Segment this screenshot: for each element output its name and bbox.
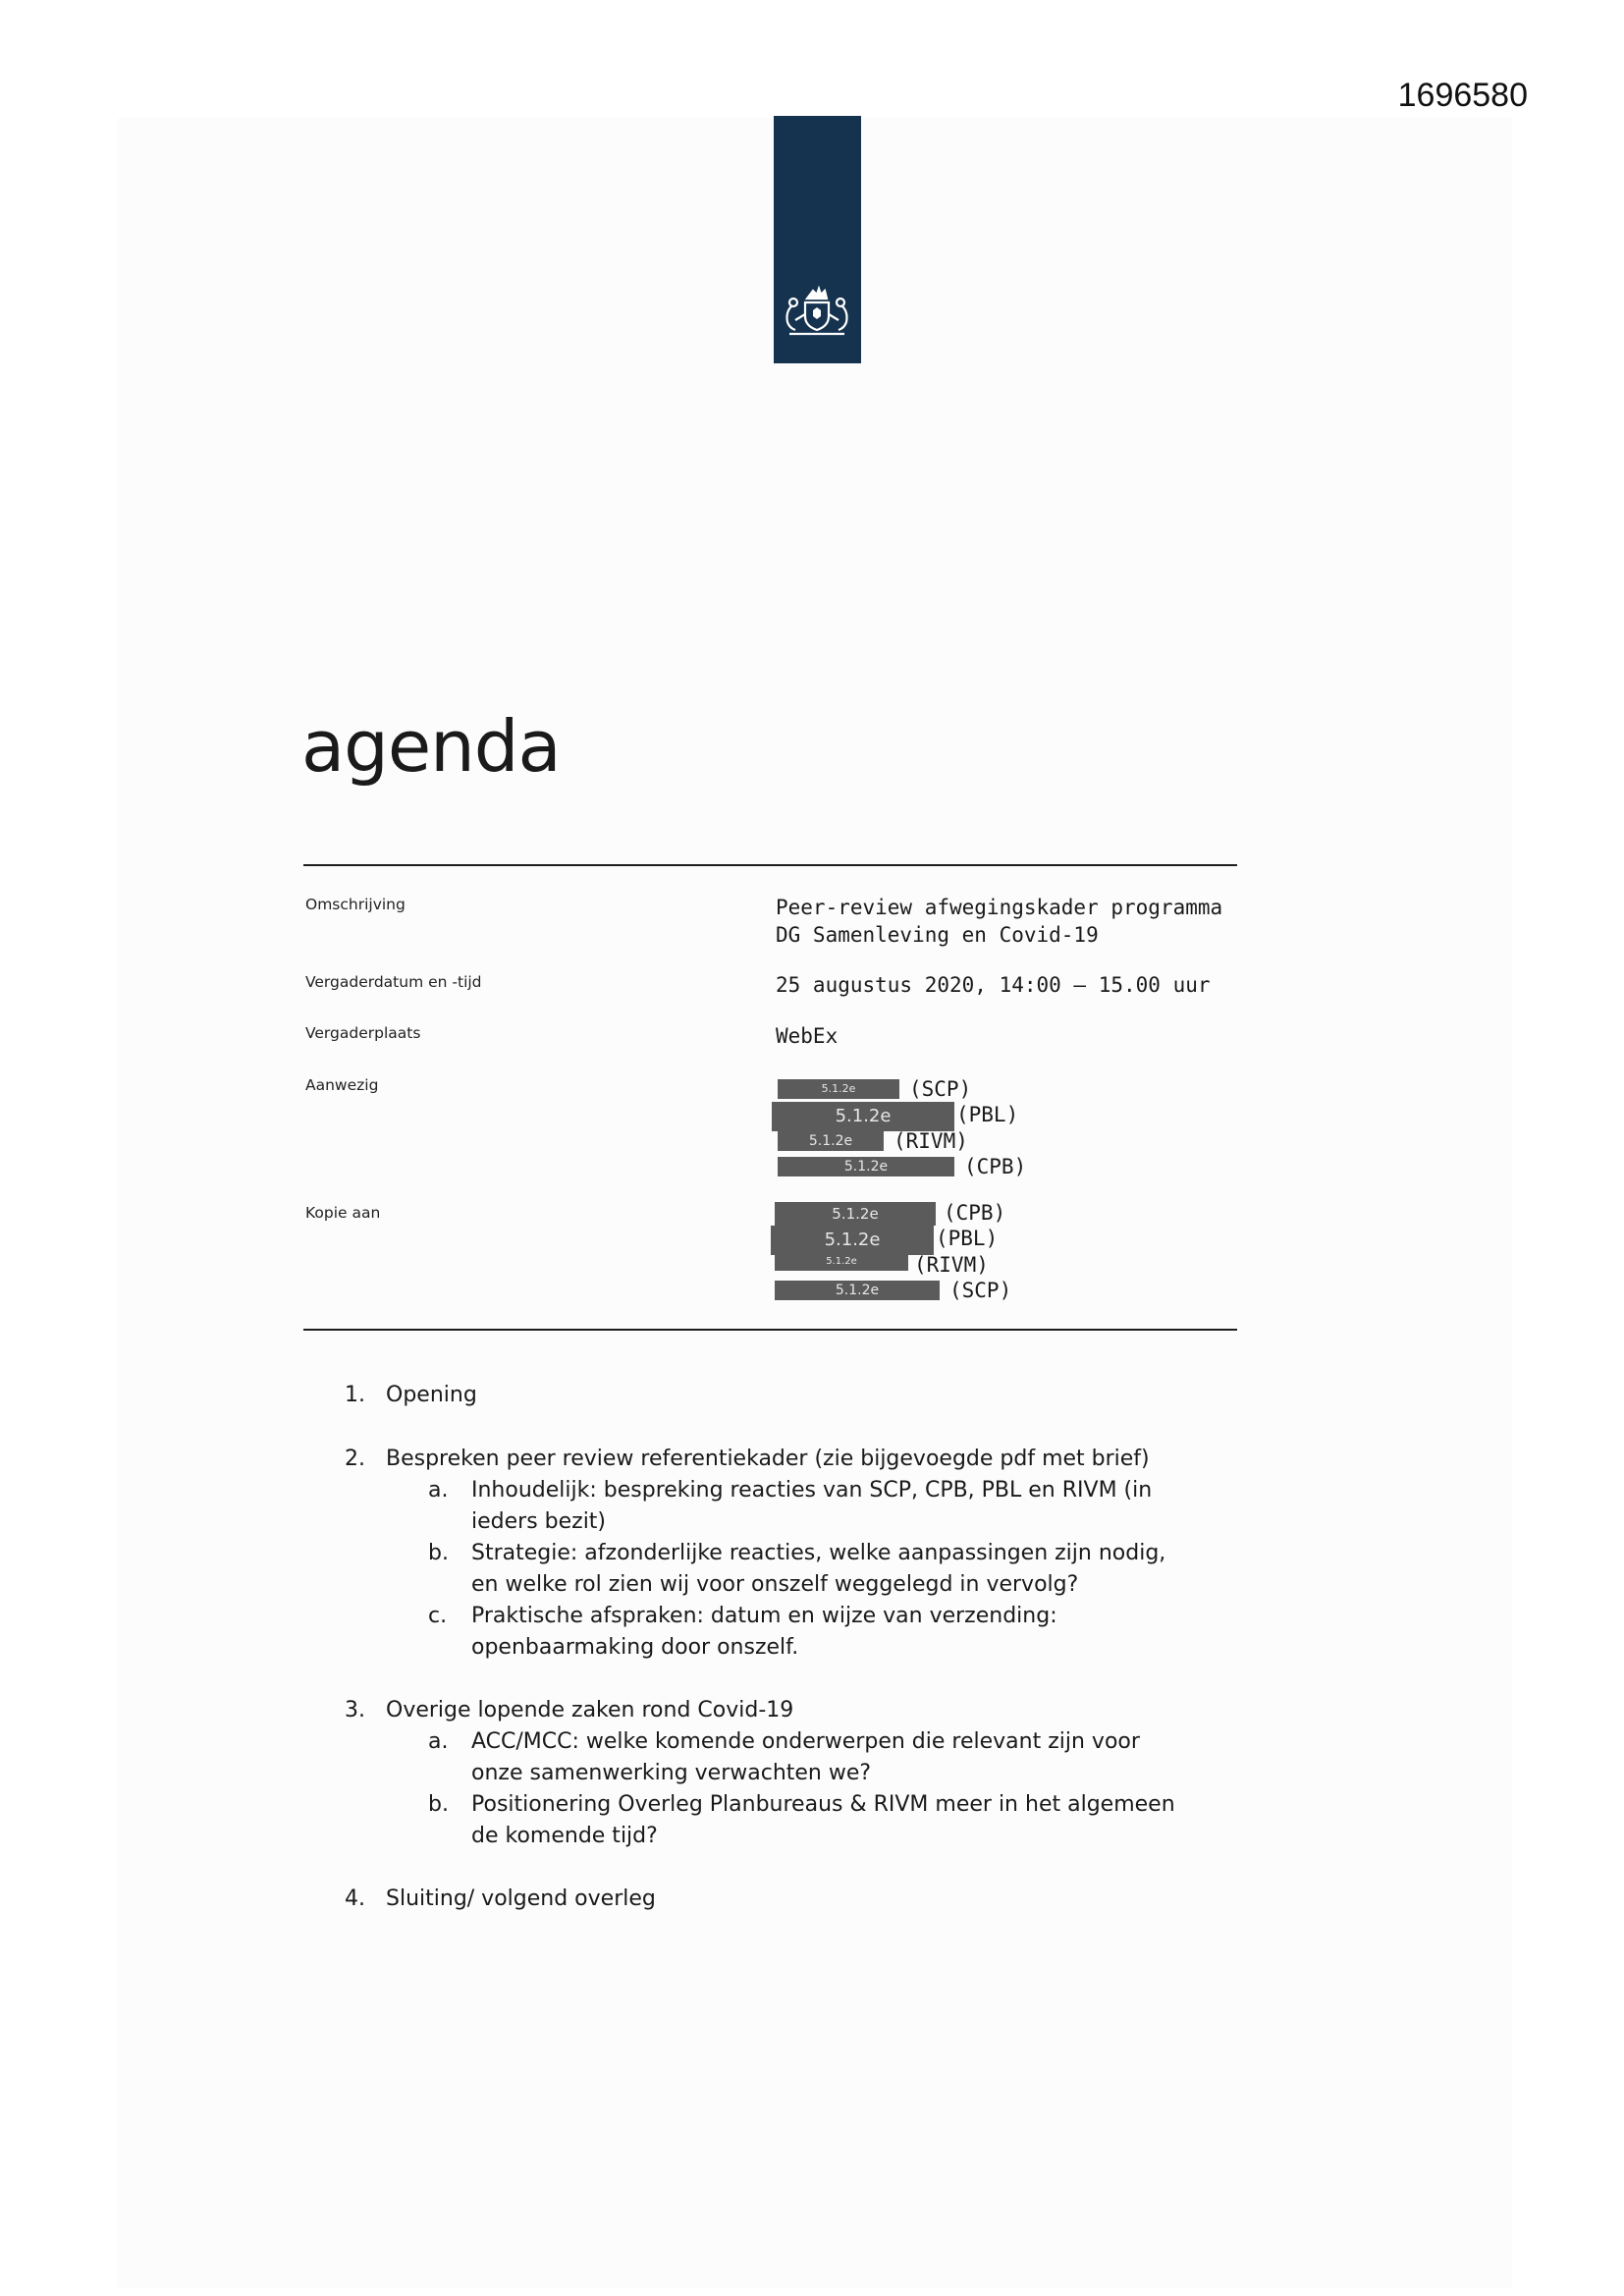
- omschrijving-label: Omschrijving: [305, 896, 406, 913]
- datum-label: Vergaderdatum en -tijd: [305, 973, 482, 991]
- subitem-letter: b.: [428, 1792, 449, 1817]
- agenda-item: [345, 1695, 1228, 1852]
- subitem-text: Strategie: afzonderlijke reacties, welke aanpassingen zijn nodig, en welke rol zien wij voor onszelf weggelegd in vervolg?: [471, 1541, 1166, 1597]
- agenda-item: [345, 1444, 1228, 1664]
- subitem-text: Inhoudelijk: bespreking reacties van SCP, CPB, PBL en RIVM (in ieders bezit): [471, 1478, 1153, 1534]
- redaction-box: 5.1.2e: [775, 1253, 908, 1271]
- subitem-letter: b.: [428, 1541, 449, 1565]
- top-divider: [303, 864, 1237, 866]
- person-org: (SCP): [909, 1077, 972, 1101]
- agenda-item-title: Overige lopende zaken rond Covid-19: [386, 1698, 794, 1722]
- redaction-box: 5.1.2e: [778, 1131, 884, 1151]
- redaction-box: 5.1.2e: [772, 1102, 954, 1131]
- agenda-item-title: Opening: [386, 1383, 477, 1407]
- omschrijving-line2: DG Samenleving en Covid-19: [776, 923, 1099, 947]
- person-org: (PBL): [956, 1103, 1019, 1126]
- kopie-label: Kopie aan: [305, 1204, 381, 1222]
- redaction-box: 5.1.2e: [775, 1202, 936, 1226]
- rijksoverheid-logo: [774, 116, 861, 363]
- subitem-letter: c.: [428, 1604, 448, 1628]
- datum-value: 25 augustus 2020, 14:00 – 15.00 uur: [776, 973, 1211, 997]
- bottom-divider: [303, 1329, 1237, 1331]
- person-org: (RIVM): [914, 1253, 989, 1277]
- subitem-text: Praktische afspraken: datum en wijze van verzending: openbaarmaking door onszelf.: [471, 1604, 1057, 1660]
- subitem-text: Positionering Overleg Planbureaus & RIVM meer in het algemeen de komende tijd?: [471, 1792, 1175, 1848]
- person-org: (RIVM): [893, 1129, 968, 1153]
- person-org: (CPB): [964, 1155, 1027, 1178]
- person-org: (PBL): [936, 1227, 999, 1250]
- agenda-item-title: Sluiting/ volgend overleg: [386, 1886, 656, 1911]
- subitem-letter: a.: [428, 1478, 449, 1503]
- redaction-box: 5.1.2e: [775, 1281, 940, 1300]
- agenda-item: [345, 1884, 1228, 1915]
- plaats-value: WebEx: [776, 1024, 839, 1048]
- aanwezig-label: Aanwezig: [305, 1076, 379, 1094]
- person-org: (SCP): [949, 1279, 1012, 1302]
- agenda-item-number: 2.: [345, 1447, 365, 1471]
- redaction-box: 5.1.2e: [778, 1079, 899, 1099]
- agenda-item-title: Bespreken peer review referentiekader (zie bijgevoegde pdf met brief): [386, 1447, 1150, 1471]
- subitem-text: ACC/MCC: welke komende onderwerpen die relevant zijn voor onze samenwerking verwachten we?: [471, 1729, 1140, 1785]
- agenda-item: [345, 1380, 1228, 1411]
- agenda-item-number: 4.: [345, 1886, 365, 1911]
- omschrijving-line1: Peer-review afwegingskader programma: [776, 896, 1223, 919]
- page-title: agenda: [301, 705, 561, 788]
- subitem-letter: a.: [428, 1729, 449, 1754]
- redaction-box: 5.1.2e: [771, 1226, 934, 1255]
- coat-of-arms-icon: [774, 273, 861, 363]
- document-number: 1696580: [1397, 77, 1528, 114]
- agenda-item-number: 1.: [345, 1383, 365, 1407]
- agenda-item-number: 3.: [345, 1698, 365, 1722]
- plaats-label: Vergaderplaats: [305, 1024, 421, 1042]
- person-org: (CPB): [944, 1201, 1006, 1225]
- redaction-box: 5.1.2e: [778, 1157, 954, 1176]
